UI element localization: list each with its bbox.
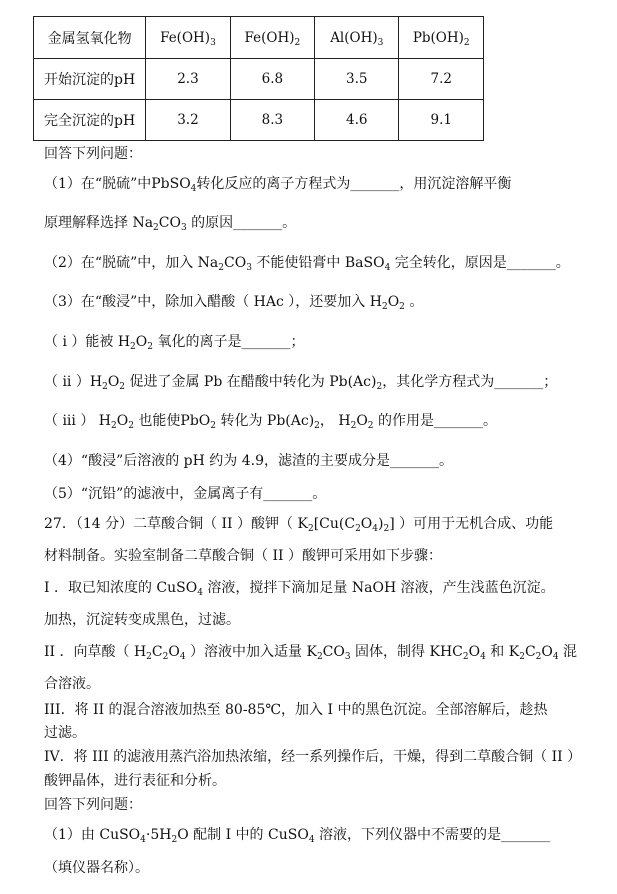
problem-27-q1-cont: （填仪器名称）。 [44,860,149,876]
question-3-iii: （ iii ） $H_2O_2$ 也能使PbO$_2$ 转化为 $Pb(Ac)_2$， $H_2O_2$ 的作用是_______。 [44,413,497,431]
question-1: （1）在“脱硫”中PbSO$_4$转化反应的离子方程式为_______，用沉淀溶解平衡 [44,176,512,194]
table-cell: 6.8 [230,59,314,100]
question-2: （2）在“脱硫”中，加入 $Na_2CO_3$ 不能使铅膏中 BaSO$_4$ 完全转化，原因是_______。 [44,255,570,273]
question-1-cont: 原理解释选择 $Na_2CO_3$ 的原因_______。 [44,215,297,233]
table-cell: 3.5 [315,59,399,100]
question-3-i: （ i ）能被 $H_2O_2$ 氧化的离子是_______； [44,334,305,352]
table-row [34,59,484,100]
table-cell: 4.6 [315,100,399,141]
step-3-cont: 过滤。 [44,725,86,741]
question-5: （5）“沉铅”的滤液中，金属离子有_______。 [44,486,327,502]
question-4: （4）“酸浸”后溶液的 pH 约为 4.9，滤渣的主要成分是_______。 [44,453,454,469]
ph-table [33,16,484,141]
step-1: I ．取已知浓度的 CuSO$_4$ 溶液，搅拌下滴加足量 NaOH 溶液，产生浅蓝色沉淀。 [44,580,555,598]
problem-27-intro-cont: 材料制备。实验室制备二草酸合铜（ II ）酸钾可采用如下步骤： [44,548,442,564]
question-3: （3）在“酸浸”中，除加入醋酸（ HAc ），还要加入 $H_2O_2$ 。 [44,294,424,312]
table-cell: 2.3 [146,59,230,100]
header-cell: $Fe(OH)_3$ [146,17,230,59]
table-cell: 7.2 [399,59,484,100]
table-row [34,100,484,141]
answer-heading: 回答下列问题： [44,146,142,162]
step-3: III．将 II 的混合溶液加热至 80-85℃，加入 I 中的黑色沉淀。全部溶解后，趁热 [44,702,548,718]
header-cell: $Pb(OH)_2$ [399,17,484,59]
step-2: II ．向草酸（ $H_2C_2O_4$ ）溶液中加入适量 $K_2CO_3$ 固体，制得 $KHC_2O_4$ 和 $K_2C_2O_4$ 混 [44,644,578,662]
step-4-cont: 酸钾晶体，进行表征和分析。 [44,773,226,789]
table-header-row [34,17,484,59]
step-4: IV．将 III 的滤液用蒸汽浴加热浓缩，经一系列操作后，干燥，得到二草酸合铜（ II ） [44,749,582,765]
table-cell: 8.3 [230,100,314,141]
row-label: 开始沉淀的pH [34,59,146,100]
problem-27-intro: 27．（14 分）二草酸合铜（ II ）酸钾（ $K_2[Cu(C_2O_4)_2]$ ）可用于无机合成、功能 [44,516,554,534]
table-cell: 9.1 [399,100,484,141]
step-2-cont: 合溶液。 [44,676,100,692]
row-label: 完全沉淀的pH [34,100,146,141]
header-cell: $Fe(OH)_2$ [230,17,314,59]
problem-27-q1: （1）由 $CuSO_4\cdot 5H_2O$ 配制 I 中的 CuSO$_4$ 溶液，下列仪器中不需要的是_______ [44,827,550,845]
question-3-ii: （ ii ）$H_2O_2$ 促进了金属 Pb 在醋酸中转化为 $Pb(Ac)_2$，其化学方程式为_______； [44,374,558,392]
table-cell: 3.2 [146,100,230,141]
answer-heading-2: 回答下列问题： [44,797,142,813]
header-cell: $Al(OH)_3$ [315,17,399,59]
step-1-cont: 加热，沉淀转变成黑色，过滤。 [44,612,240,628]
header-cell: 金属氢氧化物 [34,17,146,59]
